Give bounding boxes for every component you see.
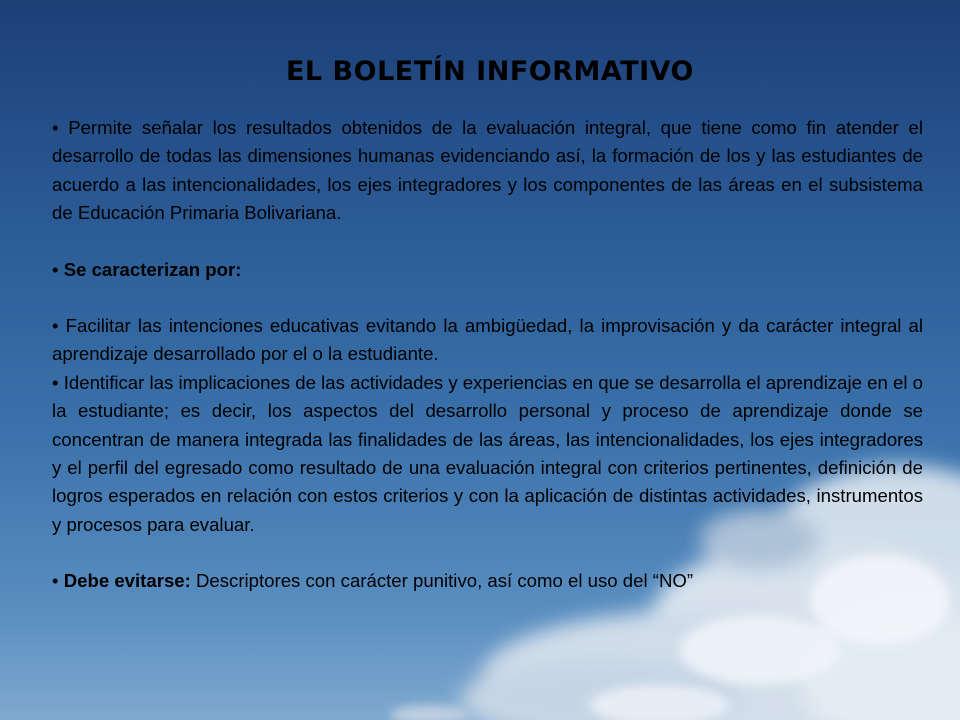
bullet: • (52, 117, 59, 138)
bullet: • (52, 315, 59, 337)
slide-body (52, 114, 923, 596)
slide-title: EL BOLETÍN INFORMATIVO (285, 56, 695, 87)
paragraph-text: Facilitar las intenciones educativas evitando la ambigüedad, la improvisación y da carácter integral al aprendizaje desarrollado por el o la estudiante. (52, 315, 923, 365)
bold-heading: Debe evitarse: (63, 570, 191, 592)
paragraph-text: Descriptores con carácter punitivo, así como el uso del “NO” (195, 570, 694, 592)
paragraph-identify (52, 369, 923, 539)
paragraph-text: Permite señalar los resultados obtenidos de la evaluación integral, que tiene como fin atender el desarrollo de todas las dimensiones humanas evidenciando así, la formación de los y las estudiantes de acuerdo a las intencionalidades, los ejes integradores y los componentes de las áreas en el subsistema de Educación Primaria Bolivariana. (52, 117, 923, 224)
paragraph-facilitate (52, 312, 923, 369)
bullet: • (52, 258, 59, 280)
paragraph-characteristics-heading (52, 256, 923, 284)
bullet: • (52, 570, 59, 592)
paragraph-text: Identificar las implicaciones de las actividades y experiencias en que se desarrolla el aprendizaje en el o la estudiante; es decir, los aspectos del desarrollo personal y proceso de aprendizaje donde se concentran de manera integrada las finalidades de las áreas, las intencionalidades, los ejes integradores y el perfil del egresado como resultado de una evaluación integral con criterios pertinentes, definición de logros esperados en relación con estos criterios y con la aplicación de distintas actividades, instrumentos y procesos para evaluar. (52, 371, 923, 535)
bullet: • (52, 371, 59, 393)
paragraph-definition (52, 114, 923, 228)
paragraph-avoid (52, 567, 923, 595)
bold-heading: Se caracterizan por: (63, 258, 242, 280)
